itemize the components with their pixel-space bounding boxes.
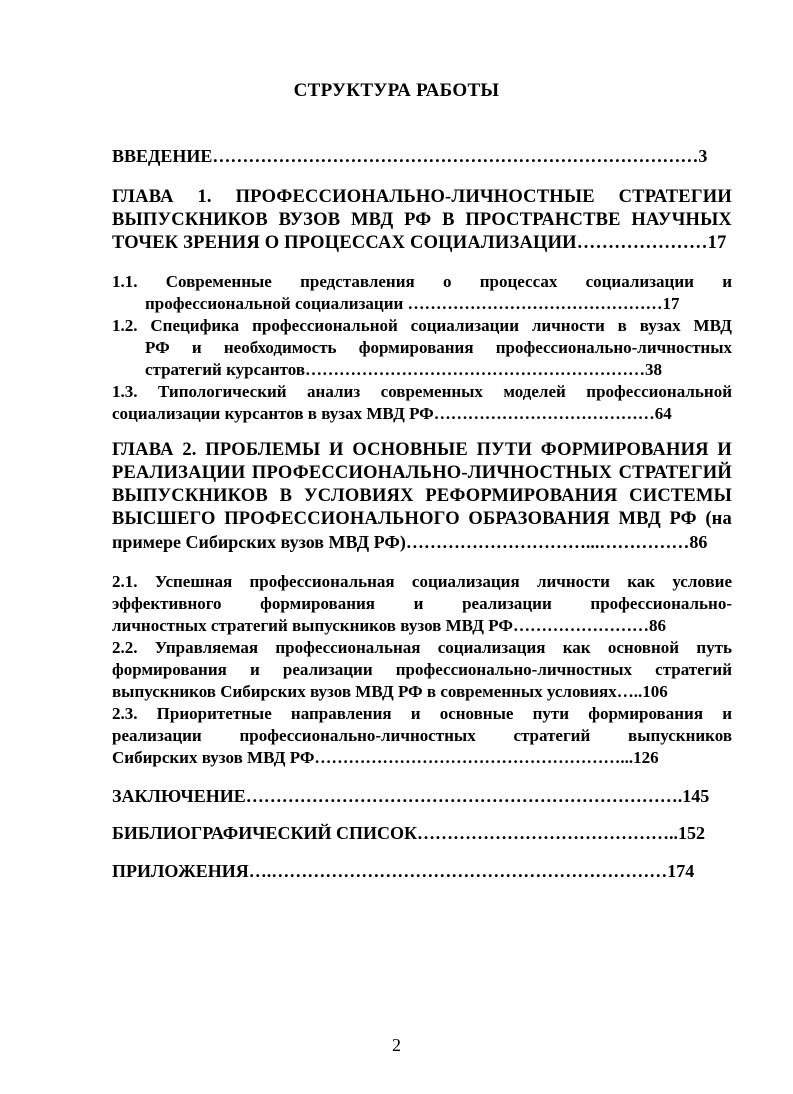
toc-chapter2-line3: ВЫПУСКНИКОВ В УСЛОВИЯХ РЕФОРМИРОВАНИЯ СИСТЕМЫ — [112, 486, 732, 506]
toc-section-2-2-line3: выпускников Сибирских вузов МВД РФ в современных условиях…..106 — [112, 682, 668, 701]
toc-section-2-3-line1: 2.3. Приоритетные направления и основные пути формирования и — [112, 704, 732, 723]
toc-chapter2-line4: ВЫСШЕГО ПРОФЕССИОНАЛЬНОГО ОБРАЗОВАНИЯ МВД РФ (на — [112, 509, 732, 529]
toc-chapter1-line1: ГЛАВА 1. ПРОФЕССИОНАЛЬНО-ЛИЧНОСТНЫЕ СТРАТЕГИИ — [112, 187, 732, 207]
toc-section-1-1-line2: профессиональной социализации ………………………………………17 — [145, 294, 680, 313]
toc-section-2-3-line3: Сибирских вузов МВД РФ………………………………………………...126 — [112, 748, 659, 767]
toc-chapter2-line1: ГЛАВА 2. ПРОБЛЕМЫ И ОСНОВНЫЕ ПУТИ ФОРМИРОВАНИЯ И — [112, 440, 732, 460]
toc-conclusion: ЗАКЛЮЧЕНИЕ……………………………………………………………….145 — [112, 786, 710, 806]
toc-section-2-1-line1: 2.1. Успешная профессиональная социализация личности как условие — [112, 572, 732, 591]
toc-section-1-2-line1: 1.2. Специфика профессиональной социализации личности в вузах МВД — [112, 316, 732, 335]
page-title: СТРУКТУРА РАБОТЫ — [293, 80, 500, 101]
toc-chapter1-line3: ТОЧЕК ЗРЕНИЯ О ПРОЦЕССАХ СОЦИАЛИЗАЦИИ…………………17 — [112, 233, 727, 253]
toc-chapter2-line5: примере Сибирских вузов МВД РФ)…………………………...……………86 — [112, 532, 708, 552]
toc-introduction: ВВЕДЕНИЕ………………………………………………………………………3 — [112, 146, 708, 166]
toc-chapter2-line2: РЕАЛИЗАЦИИ ПРОФЕССИОНАЛЬНО-ЛИЧНОСТНЫХ СТРАТЕГИЙ — [112, 463, 732, 483]
toc-section-2-2-line2: формирования и реализации профессионально-личностных стратегий — [112, 660, 732, 679]
page-number: 2 — [392, 1035, 401, 1055]
toc-section-1-1-line1: 1.1. Современные представления о процессах социализации и — [112, 272, 732, 291]
toc-section-2-3-line2: реализации профессионально-личностных стратегий выпускников — [112, 726, 732, 745]
toc-appendices: ПРИЛОЖЕНИЯ….…………………………………………………………174 — [112, 861, 695, 881]
toc-section-1-2-line2: РФ и необходимость формирования профессионально-личностных — [145, 338, 732, 357]
toc-section-2-1-line2: эффективного формирования и реализации профессионально- — [112, 594, 732, 613]
toc-section-2-1-line3: личностных стратегий выпускников вузов МВД РФ……………………86 — [112, 616, 666, 635]
toc-section-2-2-line1: 2.2. Управляемая профессиональная социализация как основной путь — [112, 638, 732, 657]
toc-section-1-3-line1: 1.3. Типологический анализ современных моделей профессиональной — [112, 382, 732, 401]
toc-bibliography: БИБЛИОГРАФИЧЕСКИЙ СПИСОК……………………………………..152 — [112, 823, 706, 843]
toc-section-1-2-line3: стратегий курсантов……………………………………………………38 — [145, 360, 663, 379]
toc-section-1-3-line2: социализации курсантов в вузах МВД РФ…………………………………64 — [112, 404, 672, 423]
toc-chapter1-line2: ВЫПУСКНИКОВ ВУЗОВ МВД РФ В ПРОСТРАНСТВЕ НАУЧНЫХ — [112, 210, 732, 230]
